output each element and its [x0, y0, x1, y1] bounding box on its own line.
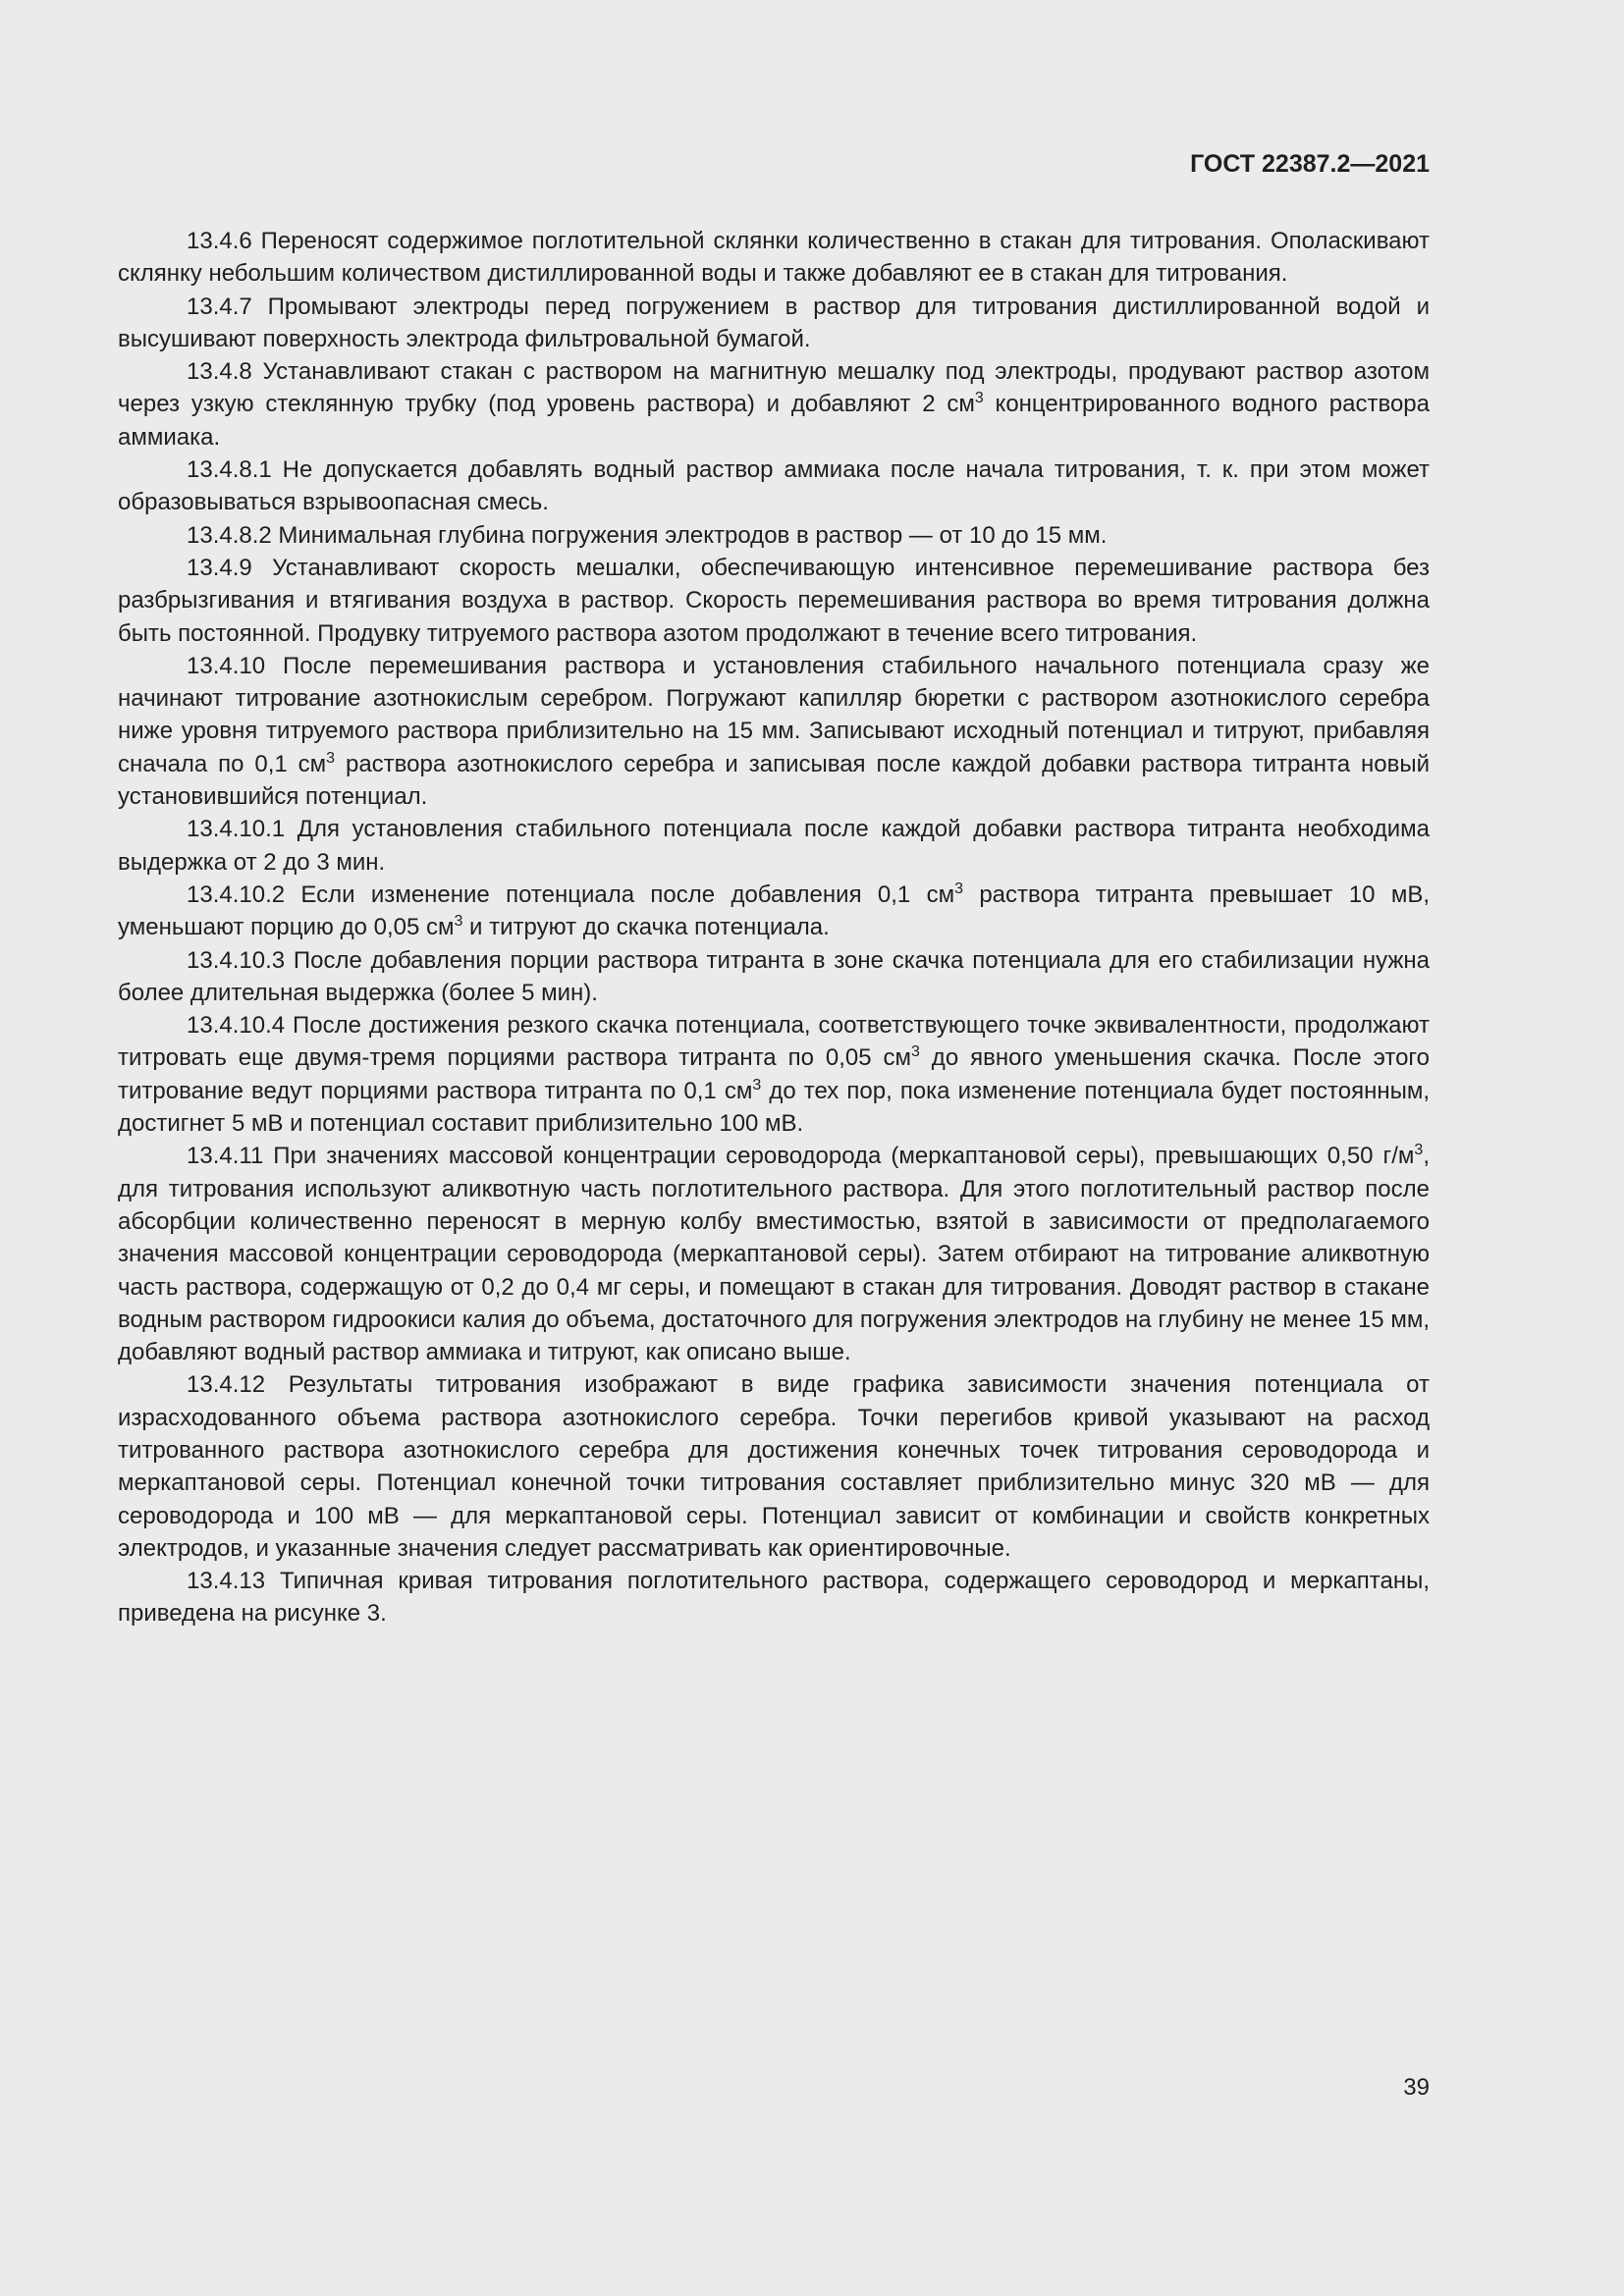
paragraph-13-4-12: 13.4.12 Результаты титрования изображают в виде графика зависимости значения потенциала от израсходованного объема раствора азотнокислого серебра. Точки перегибов кривой указывают на расход титрованного раствора азотнокислого серебра для достижения конечных точек титрования сероводорода и меркаптановой серы. Потенциал конечной точки титрования составляет приблизительно минус 320 мВ — для сероводорода и 100 мВ — для меркаптановой серы. Потенциал зависит от комбинации и свойств конкретных электродов, и указанные значения следует рассматривать как ориентировочные. [118, 1371, 1430, 1562]
paragraph-13-4-7: 13.4.7 Промывают электроды перед погружением в раствор для титрования дистиллированной водой и высушивают поверхность электрода фильтровальной бумагой. [118, 293, 1430, 352]
text-run: 13.4.10.4 После достижения резкого скачка потенциала, соответствующего точке эквивалентности, продолжают титровать еще двумя-тремя порциями раствора титранта по 0,05 см [118, 1012, 1430, 1072]
superscript: 3 [1414, 1142, 1424, 1159]
text-run: до тех пор, пока изменение потенциала будет постоянным, достигнет 5 мВ и потенциал составит приблизительно 100 мВ. [118, 1077, 1431, 1138]
text-run: 13.4.11 При значениях массовой концентрации сероводорода (меркаптановой серы), превышающих 0,50 г/м [187, 1143, 1415, 1170]
page-number: 39 [1403, 2074, 1430, 2101]
paragraph-13-4-10-3: 13.4.10.3 После добавления порции раствора титранта в зоне скачка потенциала для его стабилизации нужна более длительная выдержка (более 5 мин). [118, 946, 1430, 1006]
text-run: , для титрования используют аликвотную часть поглотительного раствора. Для этого поглотительный раствор после абсорбции количественно переносят в мерную колбу вместимостью, взятой в зависимости от предполагаемого значения массовой концентрации сероводорода (меркаптановой серы). Затем отбирают на титрование аликвотную часть раствора, содержащую от 0,2 до 0,4 мг серы, и помещают в стакан для титрования. Доводят раствор в стакане водным раствором гидроокиси калия до объема, достаточного для погружения электродов на глубину не менее 15 мм, добавляют водный раствор аммиака и титруют, как описано выше. [118, 1143, 1430, 1366]
text-run: и титруют до скачка потенциала. [462, 914, 830, 941]
superscript: 3 [954, 880, 963, 897]
document-body [118, 225, 1430, 1630]
superscript: 3 [974, 390, 984, 407]
paragraph-13-4-11 [118, 1140, 1430, 1368]
text-run: до явного уменьшения скачка. После этого титрование ведут порциями раствора титранта по 0,1 см [118, 1044, 1430, 1104]
paragraph-13-4-8-1: 13.4.8.1 Не допускается добавлять водный раствор аммиака после начала титрования, т. к. при этом может образовываться взрывоопасная смесь. [118, 456, 1430, 516]
text-run: раствора азотнокислого серебра и записывая после каждой добавки раствора титранта новый установившийся потенциал. [118, 750, 1430, 811]
paragraph-13-4-6: 13.4.6 Переносят содержимое поглотительной склянки количественно в стакан для титрования. Ополаскивают склянку небольшим количеством дистиллированной воды и также добавляют ее в стакан для титрования. [118, 228, 1430, 288]
superscript: 3 [910, 1043, 920, 1061]
document-code-header: ГОСТ 22387.2—2021 [1190, 150, 1430, 178]
paragraph-13-4-10-1: 13.4.10.1 Для установления стабильного потенциала после каждой добавки раствора титранта необходима выдержка от 2 до 3 мин. [118, 816, 1430, 876]
superscript: 3 [326, 749, 336, 767]
paragraph-13-4-9: 13.4.9 Устанавливают скорость мешалки, обеспечивающую интенсивное перемешивание раствора без разбрызгивания и втягивания воздуха в раствор. Скорость перемешивания раствора во время титрования должна быть постоянной. Продувку титруемого раствора азотом продолжают в течение всего титрования. [118, 554, 1430, 647]
text-run: концентрированного водного раствора аммиака. [118, 391, 1430, 451]
paragraph-13-4-10-4 [118, 1009, 1430, 1140]
paragraph-13-4-13: 13.4.13 Типичная кривая титрования поглотительного раствора, содержащего сероводород и меркаптаны, приведена на рисунке 3. [118, 1568, 1430, 1628]
superscript: 3 [454, 913, 463, 931]
text-run: 13.4.10 После перемешивания раствора и установления стабильного начального потенциала сразу же начинают титрование азотнокислым серебром. Погружают капилляр бюретки с раствором азотнокислого серебра ниже уровня титруемого раствора приблизительно на 15 мм. Записывают исходный потенциал и титруют, прибавляя сначала по 0,1 см [118, 652, 1430, 777]
paragraph-13-4-10-2 [118, 879, 1430, 944]
text-run: 13.4.8 Устанавливают стакан с раствором на магнитную мешалку под электроды, продувают раствор азотом через узкую стеклянную трубку (под уровень раствора) и добавляют 2 см [118, 358, 1430, 418]
text-run: 13.4.10.2 Если изменение потенциала после добавления 0,1 см [187, 881, 955, 908]
paragraph-13-4-8 [118, 355, 1430, 454]
text-run: раствора титранта превышает 10 мВ, уменьшают порцию до 0,05 см [118, 881, 1430, 941]
paragraph-13-4-8-2: 13.4.8.2 Минимальная глубина погружения электродов в раствор — от 10 до 15 мм. [187, 521, 1108, 549]
paragraph-13-4-10 [118, 650, 1430, 813]
superscript: 3 [752, 1076, 762, 1094]
